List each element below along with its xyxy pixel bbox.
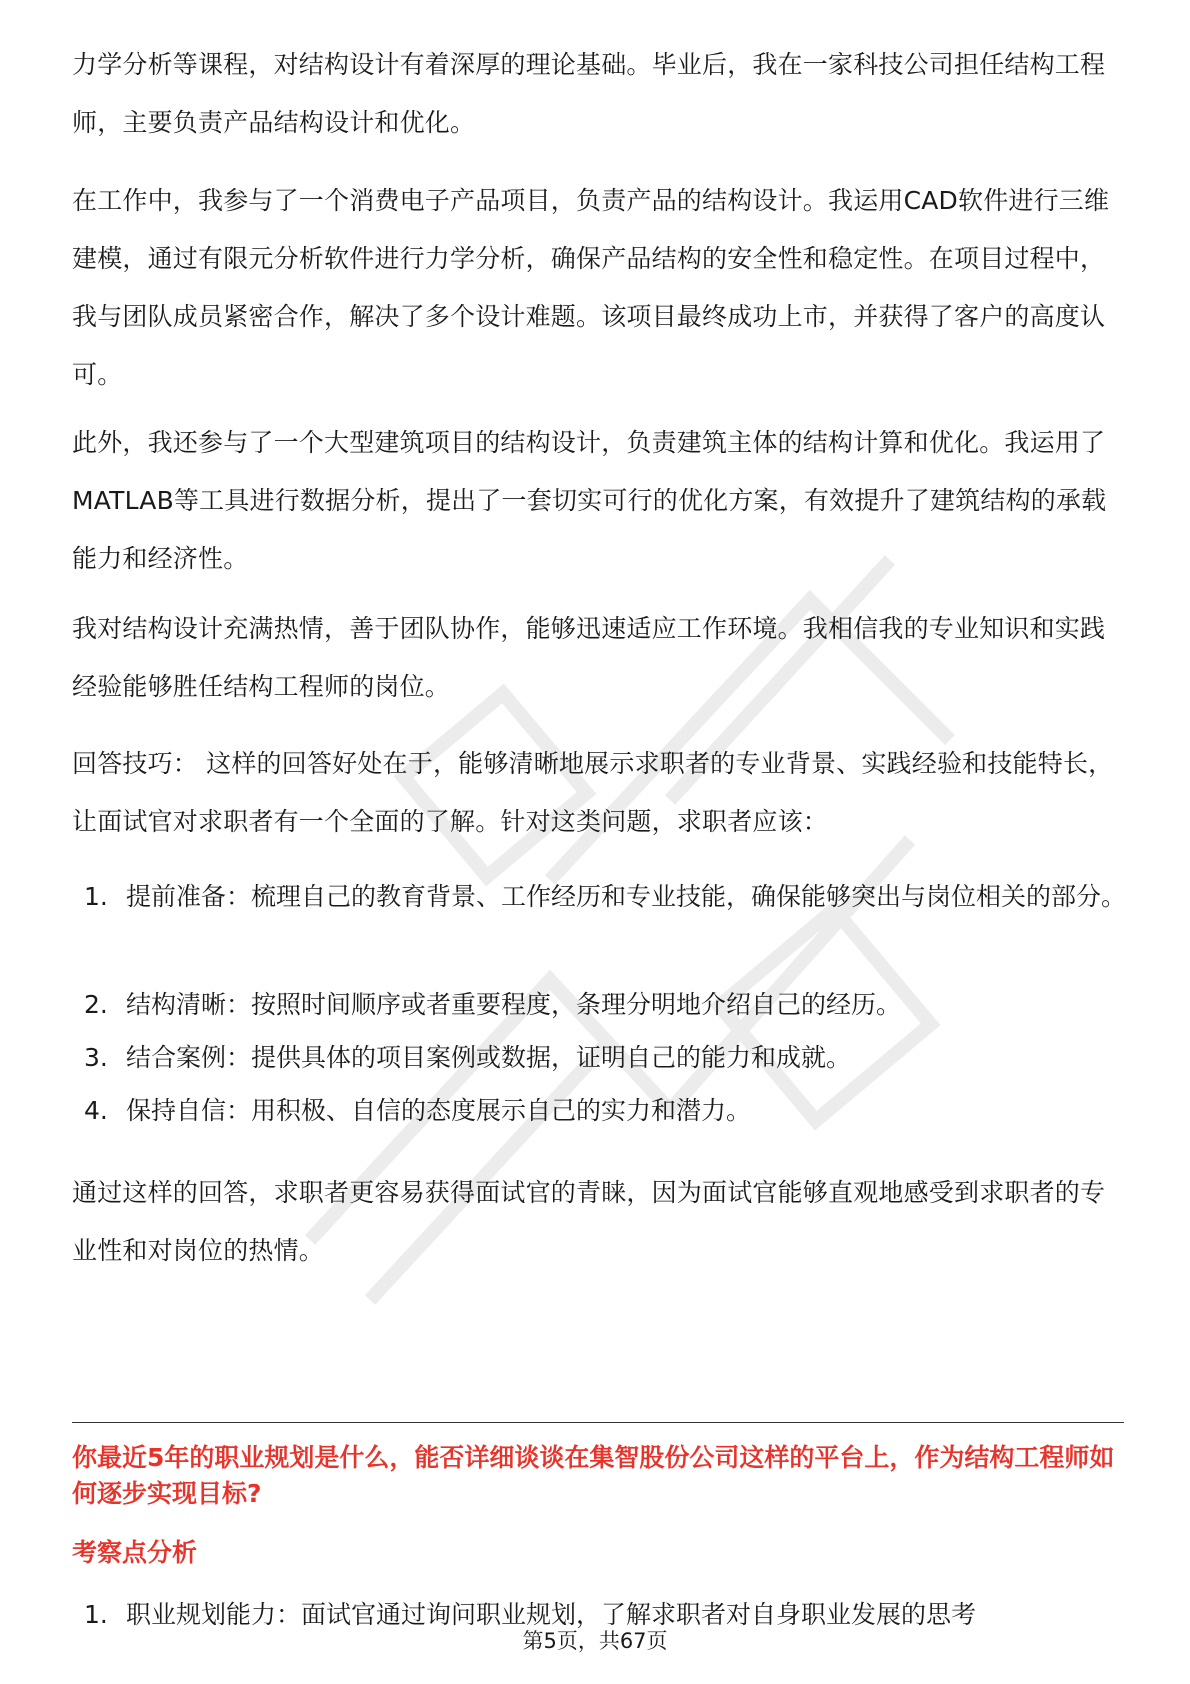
list-item [84,976,1124,1034]
paragraph-building-project: 此外，我还参与了一个大型建筑项目的结构设计，负责建筑主体的结构计算和优化。我运用了MATLAB等工具进行数据分析，提出了一套切实可行的优化方案，有效提升了建筑结构的承载能力和经济性。 [72,428,1107,573]
paragraph-consumer-project: 在工作中，我参与了一个消费电子产品项目，负责产品的结构设计。我运用CAD软件进行三维建模，通过有限元分析软件进行力学分析，确保产品结构的安全性和稳定性。在项目过程中，我与团队成员紧密合作，解决了多个设计难题。该项目最终成功上市，并获得了客户的高度认可。 [72,186,1110,389]
question-heading: 你最近5年的职业规划是什么，能否详细谈谈在集智股份公司这样的平台上，作为结构工程师如何逐步实现目标? [72,1443,1115,1508]
list-number: 1. [84,1600,108,1629]
section-divider [72,1422,1124,1423]
section-heading: 考察点分析 [72,1538,198,1567]
list-number: 1. [84,882,108,911]
list-text: 结构清晰：按照时间顺序或者重要程度，条理分明地介绍自己的经历。 [126,990,902,1019]
list-item [84,868,1127,926]
list-number: 4. [84,1096,108,1125]
page-footer: 第5页，共67页 [522,1629,668,1653]
list-number: 2. [84,990,108,1019]
list-text: 结合案例：提供具体的项目案例或数据，证明自己的能力和成就。 [126,1043,852,1072]
paragraph-answer-tips: 回答技巧： 这样的回答好处在于，能够清晰地展示求职者的专业背景、实践经验和技能特长，让面试官对求职者有一个全面的了解。针对这类问题，求职者应该： [72,749,1114,836]
list-item [84,1082,1124,1140]
paragraph-closing: 通过这样的回答，求职者更容易获得面试官的青睐，因为面试官能够直观地感受到求职者的专业性和对岗位的热情。 [72,1178,1106,1265]
paragraph-passion: 我对结构设计充满热情，善于团队协作，能够迅速适应工作环境。我相信我的专业知识和实践经验能够胜任结构工程师的岗位。 [72,614,1106,701]
paragraph-background: 力学分析等课程，对结构设计有着深厚的理论基础。毕业后，我在一家科技公司担任结构工程师，主要负责产品结构设计和优化。 [72,50,1106,137]
list-text: 职业规划能力：面试官通过询问职业规划，了解求职者对自身职业发展的思考 [126,1600,977,1629]
list-text: 提前准备：梳理自己的教育背景、工作经历和专业技能，确保能够突出与岗位相关的部分。 [126,882,1127,911]
list-number: 3. [84,1043,108,1072]
list-text: 保持自信：用积极、自信的态度展示自己的实力和潜力。 [126,1096,752,1125]
list-item [84,1029,1124,1087]
